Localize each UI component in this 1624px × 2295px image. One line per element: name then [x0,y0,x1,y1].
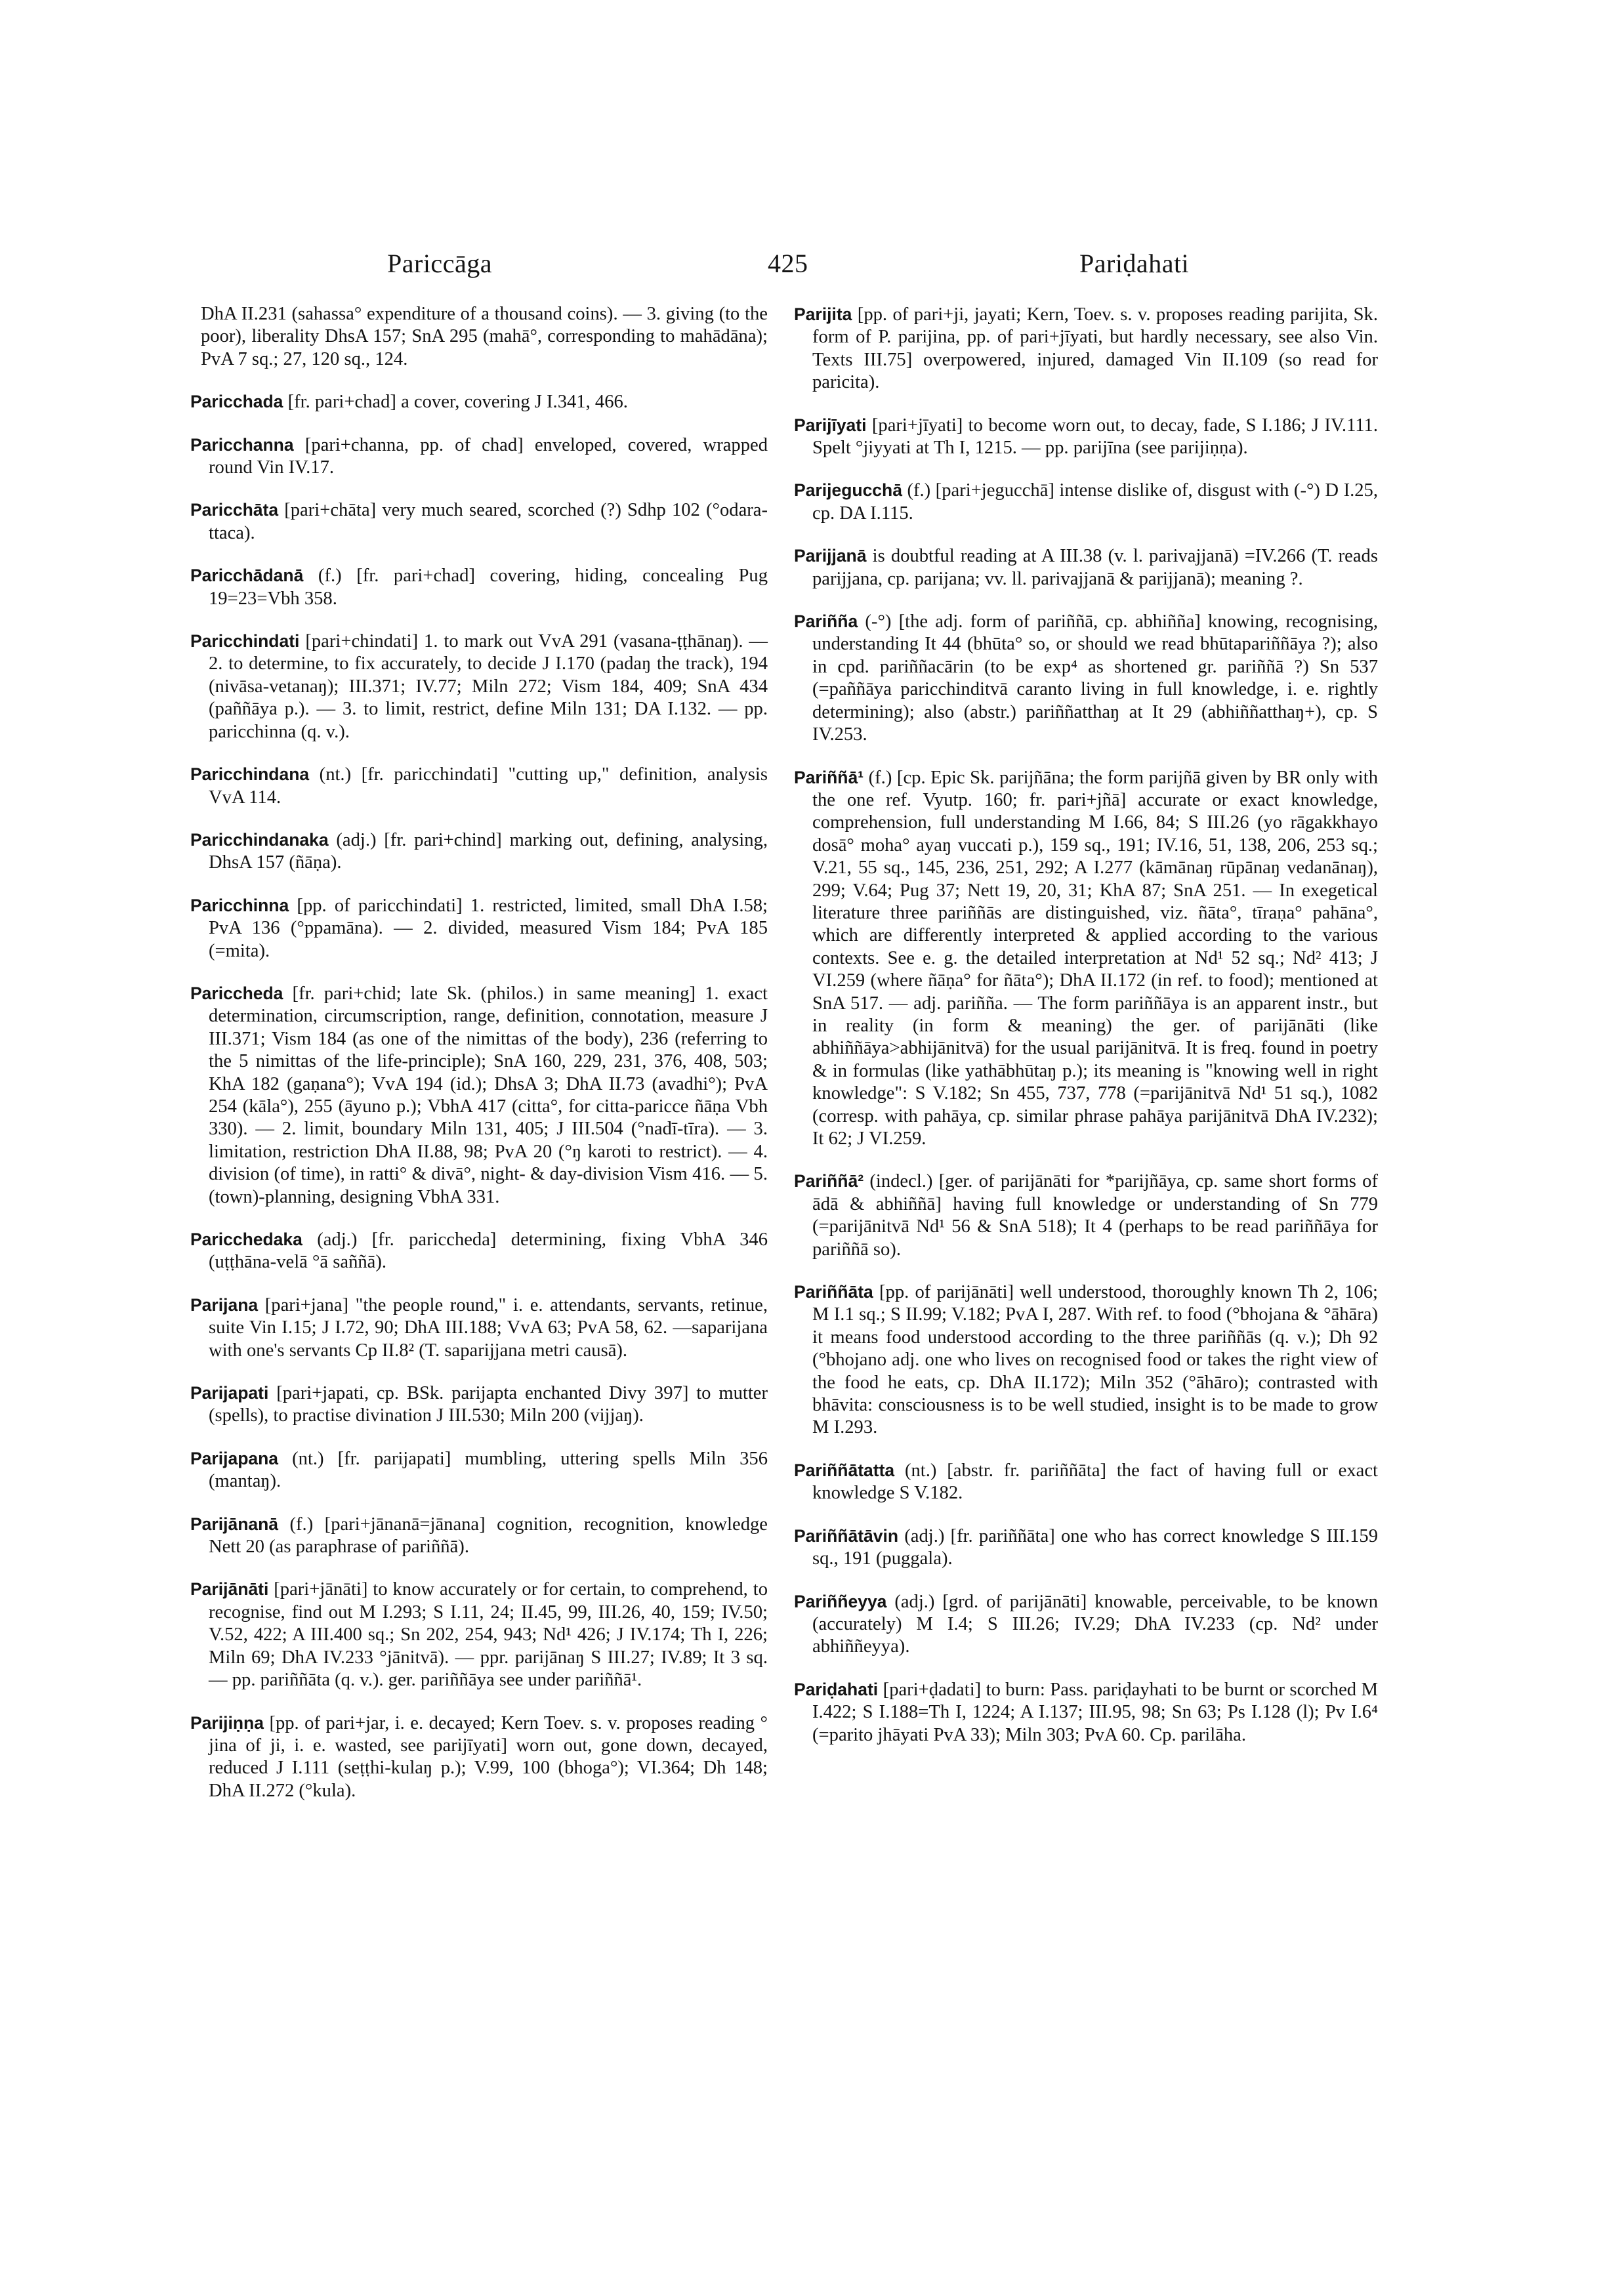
dictionary-entry [190,630,768,743]
dictionary-entry [190,829,768,875]
entry-text: [pari+ḍadati] to burn: Pass. pariḍayhati to be burnt or scorched M I.422; S I.188=Th I, 1224; A I.137; III.95, 98; Sn 63; Ps I.128 (l); Pv I.6⁴ (=parito jhāyati PvA 33); Miln 303; PvA 60. Cp. parilāha. [812,1679,1378,1745]
right-column [794,303,1378,1766]
entry-headword: Parijapati [190,1383,269,1403]
dictionary-entry [201,303,768,371]
dictionary-entry [794,479,1378,525]
entry-headword: Parijana [190,1294,259,1315]
dictionary-entry [794,1525,1378,1571]
dictionary-entry [794,1281,1378,1439]
entry-headword: Paricchindana [190,764,310,785]
entry-headword: Pariññā¹ [794,767,864,787]
entry-headword: Pariññeyya [794,1591,887,1611]
entry-headword: Paricchedaka [190,1230,302,1249]
entry-text: [pari+jīyati] to become worn out, to decay, fade, S I.186; J IV.111. Spelt °jiyyati at Th I, 1215. — pp. parijīna (see parijiṇṇa). [812,415,1378,459]
entry-text: [fr. pari+chad] a cover, covering J I.341, 466. [287,392,628,413]
dictionary-entry [190,1294,768,1362]
dictionary-entry [190,434,768,480]
entry-headword: Paricchindanaka [190,829,329,850]
entry-headword: Pariḍahati [794,1679,879,1699]
page-number: 425 [768,249,808,278]
dictionary-entry [794,303,1378,394]
dictionary-entry [190,1578,768,1691]
entry-text: is doubtful reading at A III.38 (v. l. parivajjanā) =IV.266 (T. reads parijjana, cp. parijana; vv. ll. parivajjanā & parijjanā); meaning ?. [812,546,1378,589]
dictionary-entry [794,1678,1378,1747]
left-column [190,303,768,1822]
dictionary-entry [190,982,768,1209]
entry-text: (adj.) [fr. pariññāta] one who has correct knowledge S III.159 sq., 191 (puggala). [812,1525,1378,1569]
entry-text: (f.) [cp. Epic Sk. parijñāna; the form parijñā given by BR only with the one ref. Vyutp. 160; fr. pari+jñā] accurate or exact knowledge, comprehension, full understanding M I.66, 84; S III.26 (yo rāgakkhayo dosā° moha° ayaŋ vuccati p.), 159 sq., 191; IV.16, 51, 138, 206, 253 sq.; V.21, 55 sq., 145, 236, 251, 292; A I.277 (kāmānaŋ rūpānaŋ vedanānaŋ), 299; V.64; Pug 37; Nett 19, 20, 31; KhA 87; SnA 251. — In exegetical literature three pariññās are distinguished, viz. ñāta°, tīraṇa° pahāna°, which are differently interpreted & applied according to the various contexts. See e. g. the detailed interpretation at Nd¹ 52 sq.; Nd² 413; J VI.259 (where ñāṇa° for ñāta°); DhA II.172 (in ref. to food); mentioned at SnA 517. — adj. pariñña. — The form pariññāya is an apparent instr., but in reality (in form & meaning) the ger. of parijānāti (like abhiññāya>abhijānitvā) for the usual parijānitvā. It is freq. found in poetry & in formulas (like yathābhūtaŋ p.); its meaning is "knowing well in right knowledge": S V.182; Sn 455, 737, 778 (=parijānitvā Nd¹ 51 sq.), 1082 (corresp. with pahāya, cp. similar phrase pahāya parijānitvā DhA IV.232); It 62; J VI.259. [812,767,1378,1149]
entry-headword: Paricchādanā [190,566,304,586]
entry-text: (adj.) [fr. pari+chind] marking out, defining, analysing, DhsA 157 (ñāṇa). [209,829,768,873]
entry-headword: Pariññātatta [794,1460,895,1480]
dictionary-entry [190,1382,768,1428]
entry-headword: Pariñña [794,611,858,632]
entry-headword: Pariññā² [794,1171,864,1191]
entry-headword: Parijānāti [190,1579,269,1600]
entry-headword: Paricchinna [190,895,289,915]
dictionary-entry [190,499,768,545]
entry-text: [pp. of pari+ji, jayati; Kern, Toev. s. v. proposes reading parijita, Sk. form of P. parijina, pp. of pari+jīyati, but hardly necessary, see also Vin. Texts III.75] overpowered, injured, damaged Vin II.109 (so read for paricita). [812,304,1378,393]
entry-text: [fr. pari+chid; late Sk. (philos.) in same meaning] 1. exact determination, circumscription, range, definition, connotation, measure J III.371; Vism 184 (as one of the nimittas of the body), 236 (referring to the 5 nimittas of the life-principle); SnA 160, 229, 231, 376, 408, 503; KhA 182 (gaṇana°); VvA 194 (id.); DhsA 3; DhA II.73 (avadhi°); PvA 254 (kāla°), 255 (āyuno p.); VbhA 417 (citta°, for citta-paricce ñāṇa Vbh 330). — 2. limit, boundary Miln 131, 405; J III.504 (°nadī-tīra). — 3. limitation, restriction DhA II.88, 98; PvA 20 (°ŋ karoti to restrict). — 4. division (of time), in ratti° & divā°, night- & day-division Vism 416. — 5. (town)-planning, designing VbhA 331. [209,983,768,1207]
entry-headword: Parijita [794,304,852,324]
running-head-left: Pariccāga [387,249,492,278]
entry-headword: Paricchindati [190,631,300,651]
entry-text: (-°) [the adj. form of pariññā, cp. abhiñña] knowing, recognising, understanding It 44 (bhūta° so, or should we read bhūtapariññāya ?); also in cpd. pariññacārin (to be exp⁴ as shortened gr. pariññā ?) Sn 537 (=paññāya paricchinditvā caranto living in full knowledge, i. e. rightly determining); also (abstr.) pariññatthaŋ at It 29 (abhiññatthaŋ+), cp. S IV.253. [812,611,1378,745]
dictionary-entry [794,1170,1378,1261]
dictionary-entry [794,1590,1378,1659]
entry-text: (indecl.) [ger. of parijānāti for *parijñāya, cp. same short forms of ādā & abhiññā] having full knowledge or understanding of Sn 779 (=parijānitvā Nd¹ 56 & SnA 518); It 4 (perhaps to be read pariññāya for pariññā so). [812,1171,1378,1260]
dictionary-entry [190,1447,768,1493]
entry-text: [pari+chindati] 1. to mark out VvA 291 (vasana-ṭṭhānaŋ). — 2. to determine, to fix accurately, to decide J I.170 (padaŋ the track), 194 (nivāsa-vetanaŋ); III.371; IV.77; Miln 272; Vism 184, 409; SnA 434 (paññāya p.). — 3. to limit, restrict, define Miln 131; DA I.132. — pp. paricchinna (q. v.). [209,631,768,742]
entry-text: (nt.) [fr. paricchindati] "cutting up," definition, analysis VvA 114. [209,764,768,808]
dictionary-entry [190,894,768,962]
dictionary-entry [794,545,1378,590]
dictionary-entry [190,1712,768,1803]
entry-text: [pp. of pari+jar, i. e. decayed; Kern Toev. s. v. proposes reading ° jina of ji, i. e. wasted, see parijīyati] worn out, gone down, decayed, reduced J I.111 (seṭṭhi-kulaŋ p.); V.99, 100 (bhoga°); VI.364; Dh 148; DhA II.272 (°kula). [209,1712,768,1801]
running-head-right: Pariḍahati [1079,249,1190,278]
entry-text: [pari+chāta] very much seared, scorched (?) Sdhp 102 (°odara-ttaca). [209,500,768,543]
entry-text: DhA II.231 (sahassa° expenditure of a thousand coins). — 3. giving (to the poor), liberality DhsA 157; SnA 295 (mahā°, corresponding to mahādāna); PvA 7 sq.; 27, 120 sq., 124. [201,304,768,369]
entry-headword: Paricchanna [190,434,294,455]
dictionary-entry [190,1228,768,1274]
dictionary-entry [190,390,768,413]
dictionary-entry [794,766,1378,1151]
entry-text: [pari+channa, pp. of chad] enveloped, covered, wrapped round Vin IV.17. [209,434,768,478]
dictionary-entry [794,414,1378,460]
dictionary-entry [190,1513,768,1559]
entry-headword: Parijjanā [794,546,867,566]
entry-headword: Parijānanā [190,1514,279,1534]
entry-text: [pp. of parijānāti] well understood, thoroughly known Th 2, 106; M I.1 sq.; S II.99; V.182; PvA I, 287. With ref. to food (°bhojana & °āhāra) it means food understood according to the three pariññās (q. v.); Dh 92 (°bhojano adj. one who lives on recognised food or takes the right view of the food he eats, cp. DhA II.172); Miln 352 (°āhāro); contrasted with bhāvita: consciousness is to be well studied, insight is to be made to grow M I.293. [812,1282,1378,1438]
entry-text: (adj.) [grd. of parijānāti] knowable, perceivable, to be known (accurately) M I.4; S III.26; IV.29; DhA IV.233 (cp. Nd² under abhiññeyya). [812,1591,1378,1657]
entry-headword: Paricchada [190,392,283,412]
entry-headword: Parijapana [190,1448,279,1468]
dictionary-entry [794,610,1378,746]
entry-text: [pp. of paricchindati] 1. restricted, limited, small DhA I.58; PvA 136 (°ppamāna). — 2. divided, measured Vism 184; PvA 185 (=mita). [209,895,768,961]
entry-headword: Paricchāta [190,500,279,520]
entry-headword: Pariññāta [794,1282,873,1302]
entry-text: (adj.) [fr. pariccheda] determining, fixing VbhA 346 (uṭṭhāna-velā °ā saññā). [209,1230,768,1273]
dictionary-entry [190,564,768,610]
dictionary-entry [190,763,768,809]
entry-text: (nt.) [fr. parijapati] mumbling, uttering spells Miln 356 (mantaŋ). [209,1448,768,1492]
entry-text: [pari+japati, cp. BSk. parijapta enchanted Divy 397] to mutter (spells), to practise divination J III.530; Miln 200 (vijjaŋ). [209,1383,768,1426]
entry-text: (f.) [pari+jegucchā] intense dislike of, disgust with (-°) D I.25, cp. DA I.115. [812,480,1378,524]
entry-text: (nt.) [abstr. fr. pariññāta] the fact of having full or exact knowledge S V.182. [812,1460,1378,1504]
entry-headword: Parijīyati [794,415,867,435]
entry-text: [pari+jana] "the people round," i. e. attendants, servants, retinue, suite Vin I.15; J I.72, 90; DhA III.188; VvA 63; PvA 58, 62. —saparijana with one's servants Cp II.8² (T. saparijjana metri causā). [209,1294,768,1361]
entry-text: (f.) [pari+jānanā=jānana] cognition, recognition, knowledge Nett 20 (as paraphrase of pariññā). [209,1514,768,1558]
entry-headword: Parijiṇṇa [190,1712,264,1733]
entry-text: [pari+jānāti] to know accurately or for certain, to comprehend, to recognise, find out M I.293; S I.11, 24; II.45, 99, III.26, 40, 159; IV.50; V.52, 422; A III.400 sq.; Sn 202, 254, 943; Nd¹ 426; J IV.174; Th I, 226; Miln 69; DhA IV.233 °jānitvā). — ppr. parijānaŋ S III.27; IV.89; It 3 sq. — pp. pariññāta (q. v.). ger. pariññāya see under pariññā¹. [209,1579,768,1691]
entry-text: (f.) [fr. pari+chad] covering, hiding, concealing Pug 19=23=Vbh 358. [209,566,768,609]
entry-headword: Pariññātāvin [794,1525,899,1546]
dictionary-entry [794,1459,1378,1505]
entry-headword: Parijegucchā [794,480,902,501]
entry-headword: Pariccheda [190,983,283,1003]
